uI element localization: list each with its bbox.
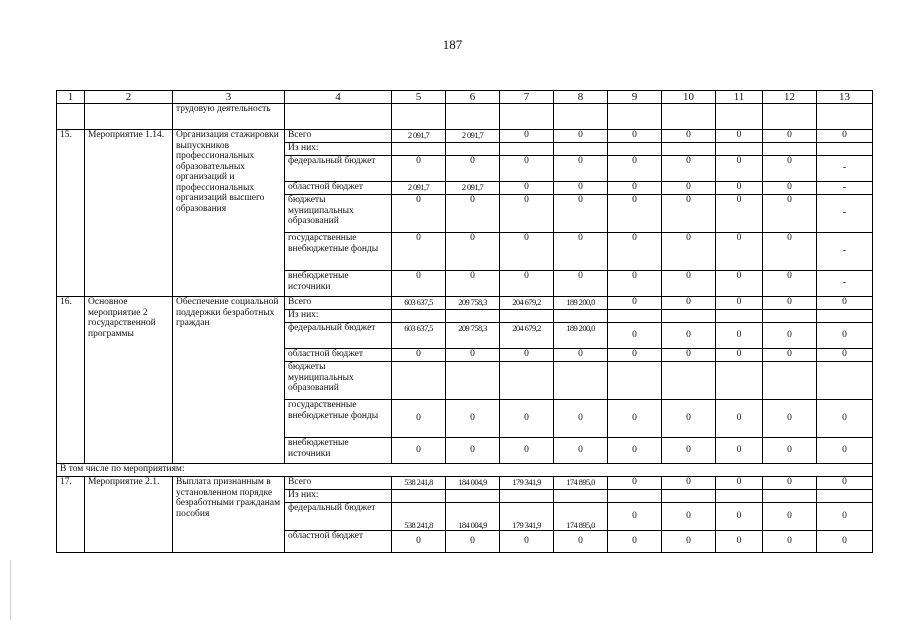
budget-table (56, 90, 873, 553)
header-cell: 10 (662, 91, 716, 104)
value-cell: 0 (446, 400, 500, 438)
value-cell: 603 637,5 (392, 323, 446, 349)
value-cell: 0 (554, 400, 608, 438)
value-cell: 0 (763, 503, 817, 531)
value-cell: 204 679,2 (500, 297, 554, 310)
value-cell: 0 (662, 438, 716, 464)
value-cell: 0 (716, 297, 763, 310)
value-cell: 0 (392, 195, 446, 233)
value-cell: 0 (716, 503, 763, 531)
value-cell: 0 (500, 156, 554, 182)
funding-source: Из них: (285, 310, 392, 323)
value-cell: 0 (817, 297, 873, 310)
funding-source: внебюджетные источники (285, 438, 392, 464)
value-cell: 0 (716, 156, 763, 182)
value-cell: 0 (608, 195, 662, 233)
value-cell: 0 (763, 323, 817, 349)
table-row (57, 130, 873, 143)
value-cell: 603 637,5 (392, 297, 446, 310)
value-cell: 0 (763, 156, 817, 182)
value-cell: 0 (716, 233, 763, 271)
funding-source: областной бюджет (285, 531, 392, 553)
event-name: Основное мероприятие 2 государственной программы (85, 297, 173, 464)
value-cell: - (817, 233, 873, 271)
value-cell: 0 (392, 531, 446, 553)
value-cell: 0 (608, 349, 662, 362)
value-cell: 0 (817, 349, 873, 362)
value-cell: 0 (716, 438, 763, 464)
header-cell: 7 (500, 91, 554, 104)
value-cell: 0 (446, 195, 500, 233)
event-description: Обеспечение социальной поддержки безработных граждан (173, 297, 285, 464)
header-cell: 5 (392, 91, 446, 104)
value-cell: 0 (662, 271, 716, 297)
value-cell: 209 758,3 (446, 297, 500, 310)
value-cell: 0 (817, 531, 873, 553)
event-description: Организация стажировки выпускников профессиональных образовательных организаций и профессиональных организаций высшего образования (173, 130, 285, 297)
value-cell: 0 (554, 349, 608, 362)
value-cell: 0 (500, 182, 554, 195)
value-cell: 0 (500, 438, 554, 464)
value-cell: 0 (392, 271, 446, 297)
value-cell: 0 (446, 349, 500, 362)
value-cell: 0 (608, 400, 662, 438)
event-name: Мероприятие 2.1. (85, 477, 173, 553)
table-row (57, 297, 873, 310)
value-cell: 0 (662, 477, 716, 490)
value-cell: 538 241,8 (392, 503, 446, 531)
value-cell: 0 (392, 233, 446, 271)
value-cell: 0 (817, 323, 873, 349)
header-cell: 8 (554, 91, 608, 104)
value-cell: 0 (554, 271, 608, 297)
value-cell: 0 (817, 130, 873, 143)
value-cell: 0 (500, 195, 554, 233)
value-cell: 0 (662, 297, 716, 310)
value-cell: 2 091,7 (446, 130, 500, 143)
value-cell: 184 004,9 (446, 503, 500, 531)
header-cell: 3 (173, 91, 285, 104)
value-cell: 0 (662, 531, 716, 553)
value-cell: 0 (500, 531, 554, 553)
value-cell: 0 (662, 130, 716, 143)
value-cell: 0 (608, 271, 662, 297)
row-number: 16. (57, 297, 85, 464)
header-cell: 13 (817, 91, 873, 104)
row-number: 15. (57, 130, 85, 297)
value-cell: - (817, 271, 873, 297)
header-cell: 11 (716, 91, 763, 104)
value-cell: 0 (392, 156, 446, 182)
value-cell: 0 (608, 438, 662, 464)
header-cell: 2 (85, 91, 173, 104)
value-cell: 174 895,0 (554, 477, 608, 490)
value-cell: 0 (763, 195, 817, 233)
funding-source: Всего (285, 130, 392, 143)
value-cell: 0 (446, 156, 500, 182)
value-cell: 0 (763, 130, 817, 143)
funding-source: государственные внебюджетные фонды (285, 233, 392, 271)
value-cell: 179 341,9 (500, 477, 554, 490)
value-cell: 0 (608, 477, 662, 490)
value-cell: 0 (554, 233, 608, 271)
value-cell: 0 (608, 297, 662, 310)
value-cell: 0 (608, 182, 662, 195)
header-cell: 6 (446, 91, 500, 104)
header-cell: 4 (285, 91, 392, 104)
value-cell: 0 (554, 195, 608, 233)
value-cell: 0 (662, 400, 716, 438)
value-cell: 0 (392, 438, 446, 464)
value-cell: 0 (763, 297, 817, 310)
header-cell: 12 (763, 91, 817, 104)
funding-source: государственные внебюджетные фонды (285, 400, 392, 438)
value-cell: 0 (392, 400, 446, 438)
value-cell: 2 091,7 (392, 182, 446, 195)
section-row (57, 464, 873, 477)
value-cell: 0 (763, 531, 817, 553)
value-cell: 0 (554, 531, 608, 553)
value-cell: 0 (662, 182, 716, 195)
value-cell: 0 (716, 130, 763, 143)
funding-source: Всего (285, 297, 392, 310)
continuation-text: трудовую деятельность (173, 104, 285, 130)
value-cell: 189 200,0 (554, 323, 608, 349)
value-cell: 209 758,3 (446, 323, 500, 349)
value-cell: 0 (608, 233, 662, 271)
value-cell: 0 (608, 503, 662, 531)
value-cell: 0 (716, 182, 763, 195)
value-cell: 0 (817, 477, 873, 490)
value-cell: 0 (763, 400, 817, 438)
table-row (57, 477, 873, 490)
value-cell: 0 (662, 195, 716, 233)
value-cell: 538 241,8 (392, 477, 446, 490)
value-cell: 0 (392, 349, 446, 362)
value-cell: 0 (608, 531, 662, 553)
value-cell: 0 (716, 477, 763, 490)
event-description: Выплата признанным в установленном порядке безработными гражданам пособия (173, 477, 285, 553)
value-cell: 184 004,9 (446, 477, 500, 490)
value-cell: 0 (763, 349, 817, 362)
value-cell: 0 (716, 400, 763, 438)
value-cell: 0 (662, 156, 716, 182)
value-cell: 0 (662, 233, 716, 271)
value-cell: 0 (716, 271, 763, 297)
table-row (57, 104, 873, 130)
value-cell: 0 (608, 156, 662, 182)
value-cell: 0 (446, 271, 500, 297)
value-cell: 0 (446, 233, 500, 271)
funding-source: областной бюджет (285, 349, 392, 362)
section-label: В том числе по мероприятиям: (57, 464, 873, 477)
funding-source: областной бюджет (285, 182, 392, 195)
funding-source: федеральный бюджет (285, 323, 392, 349)
value-cell: 0 (554, 438, 608, 464)
value-cell: 0 (554, 156, 608, 182)
value-cell: - (817, 156, 873, 182)
value-cell: 2 091,7 (392, 130, 446, 143)
event-name: Мероприятие 1.14. (85, 130, 173, 297)
value-cell: 0 (500, 400, 554, 438)
value-cell: 0 (763, 182, 817, 195)
value-cell: 0 (763, 233, 817, 271)
value-cell: 0 (716, 195, 763, 233)
value-cell: 0 (608, 323, 662, 349)
scan-margin-mark (10, 560, 11, 620)
funding-source: бюджеты муниципальных образований (285, 195, 392, 233)
funding-source: Из них: (285, 490, 392, 503)
funding-source: бюджеты муниципальных образований (285, 362, 392, 400)
value-cell: 0 (446, 438, 500, 464)
funding-source: федеральный бюджет (285, 503, 392, 531)
value-cell: 2 091,7 (446, 182, 500, 195)
page-number: 187 (442, 37, 463, 52)
value-cell: 0 (608, 130, 662, 143)
value-cell: 0 (817, 400, 873, 438)
value-cell: 0 (817, 438, 873, 464)
value-cell: 0 (763, 477, 817, 490)
header-cell: 9 (608, 91, 662, 104)
value-cell: 0 (662, 323, 716, 349)
value-cell: 0 (554, 182, 608, 195)
row-number: 17. (57, 477, 85, 553)
header-cell: 1 (57, 91, 85, 104)
value-cell: 0 (500, 349, 554, 362)
value-cell: 0 (716, 531, 763, 553)
value-cell: 0 (446, 531, 500, 553)
funding-source: Всего (285, 477, 392, 490)
value-cell: 179 341,9 (500, 503, 554, 531)
value-cell: 0 (500, 271, 554, 297)
value-cell: 0 (817, 503, 873, 531)
value-cell: - (817, 182, 873, 195)
value-cell: 204 679,2 (500, 323, 554, 349)
funding-source: Из них: (285, 143, 392, 156)
value-cell: 0 (716, 349, 763, 362)
value-cell: 0 (500, 233, 554, 271)
value-cell: 0 (716, 323, 763, 349)
value-cell: 0 (763, 271, 817, 297)
value-cell: 0 (554, 130, 608, 143)
value-cell: 189 200,0 (554, 297, 608, 310)
value-cell: 0 (500, 130, 554, 143)
value-cell: - (817, 195, 873, 233)
funding-source: федеральный бюджет (285, 156, 392, 182)
table-header-row (57, 91, 873, 104)
value-cell: 174 895,0 (554, 503, 608, 531)
funding-source: внебюджетные источники (285, 271, 392, 297)
value-cell: 0 (662, 349, 716, 362)
value-cell: 0 (763, 438, 817, 464)
value-cell: 0 (662, 503, 716, 531)
